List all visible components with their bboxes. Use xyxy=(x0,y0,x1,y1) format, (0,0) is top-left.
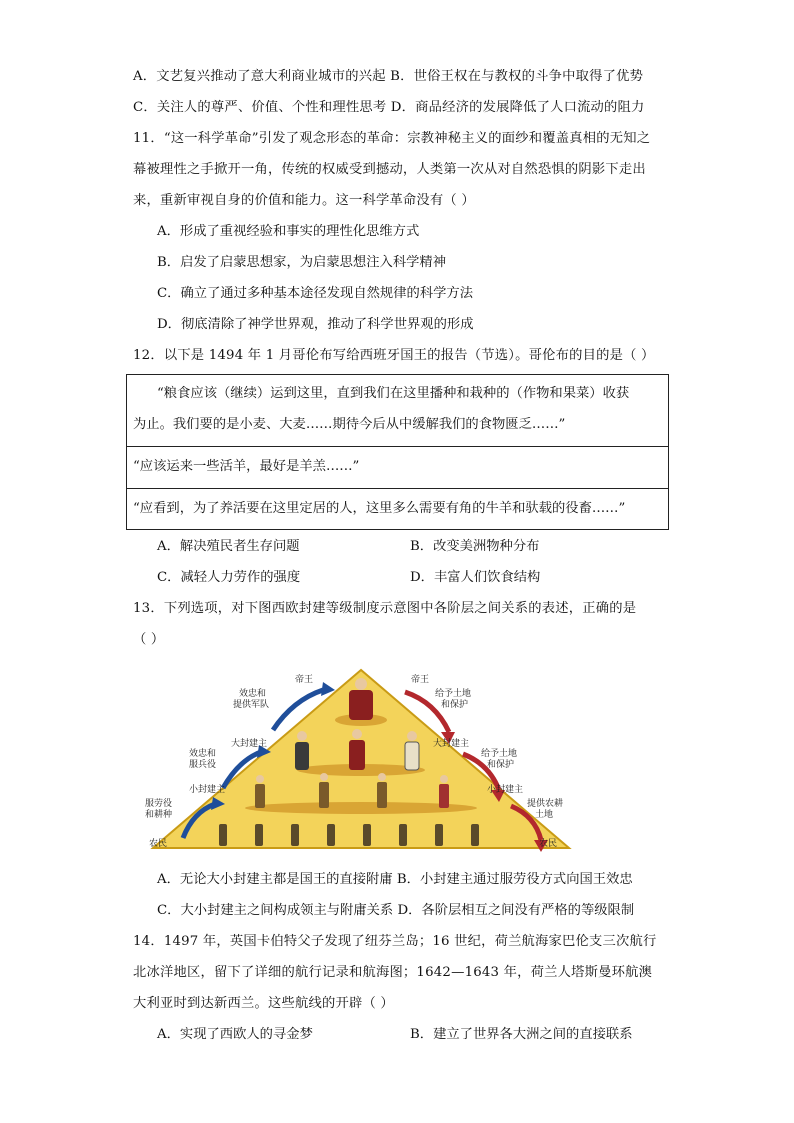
q12-stem: 12．以下是 1494 年 1 月哥伦布写给西班牙国王的报告（节选）。哥伦布的目的是（ ） xyxy=(133,348,655,363)
fig-label-right-low: 小封建主 xyxy=(487,785,524,795)
q12-row3: “应看到，为了养活要在这里定居的人，这里多么需要有角的牛羊和驮载的役畜……” xyxy=(133,501,626,516)
fig-label-r2: 给予土地 xyxy=(481,749,518,759)
fig-label-r3: 提供农耕 xyxy=(527,799,564,809)
fig-label-l2b: 服兵役 xyxy=(189,760,217,770)
fig-label-r1b: 和保护 xyxy=(441,700,469,710)
fig-label-left-mid: 大封建主 xyxy=(231,739,268,749)
q12-source-table xyxy=(126,374,669,530)
table-divider xyxy=(127,488,668,489)
q14-stem-line2: 北冰洋地区，留下了详细的航行记录和航海图；1642—1643 年，荷兰人塔斯曼环航澳 xyxy=(133,965,653,980)
q11-option-d: D．彻底清除了神学世界观，推动了科学世界观的形成 xyxy=(157,317,474,332)
q13-option-cd: C．大小封建主之间构成领主与附庸关系 D．各阶层相互之间没有严格的等级限制 xyxy=(157,903,635,918)
fig-label-l1b: 提供军队 xyxy=(233,700,270,710)
q11-stem-line1: 11．“这一科学革命”引发了观念形态的革命：宗教神秘主义的面纱和覆盖真相的无知之 xyxy=(133,131,651,146)
q13-stem-line2: （ ） xyxy=(133,632,165,647)
q12-option-d: D．丰富人们饮食结构 xyxy=(410,570,541,585)
fig-label-top-right: 帝王 xyxy=(411,675,430,685)
fig-label-l1: 效忠和 xyxy=(239,689,267,699)
q12-row1-line2: 为止。我们要的是小麦、大麦……期待今后从中缓解我们的食物匮乏……” xyxy=(133,417,566,432)
q11-stem-line2: 幕被理性之手掀开一角，传统的权威受到撼动，人类第一次从对自然恐惧的阴影下走出 xyxy=(133,162,646,177)
fig-label-l2: 效忠和 xyxy=(189,749,217,759)
q12-option-b: B．改变美洲物种分布 xyxy=(410,539,540,554)
q14-stem-line3: 大利亚时到达新西兰。这些航线的开辟（ ） xyxy=(133,996,394,1011)
q14-option-b: B．建立了世界各大洲之间的直接联系 xyxy=(410,1027,633,1042)
feudal-hierarchy-diagram xyxy=(143,660,579,858)
q14-stem-line1: 14．1497 年，英国卡伯特父子发现了纽芬兰岛；16 世纪，荷兰航海家巴伦支三次航行 xyxy=(133,934,657,949)
q10-option-cd: C．关注人的尊严、价值、个性和理性思考 D．商品经济的发展降低了人口流动的阻力 xyxy=(133,100,645,115)
fig-label-right-bottom: 农民 xyxy=(539,839,558,849)
q13-option-ab: A．无论大小封建主都是国王的直接附庸 B．小封建主通过服劳役方式向国王效忠 xyxy=(157,872,633,887)
fig-label-left-low: 小封建主 xyxy=(189,785,226,795)
q14-option-a: A．实现了西欧人的寻金梦 xyxy=(157,1027,313,1042)
q11-option-a: A．形成了重视经验和事实的理性化思维方式 xyxy=(157,224,420,239)
fig-label-left-bottom: 农民 xyxy=(149,839,168,849)
q11-stem-line3: 来，重新审视自身的价值和能力。这一科学革命没有（ ） xyxy=(133,193,475,208)
fig-label-r2b: 和保护 xyxy=(487,760,515,770)
q13-stem-line1: 13．下列选项，对下图西欧封建等级制度示意图中各阶层之间关系的表述，正确的是 xyxy=(133,601,637,616)
fig-label-r3b: 土地 xyxy=(535,810,554,820)
q10-option-ab: A．文艺复兴推动了意大利商业城市的兴起 B．世俗王权在与教权的斗争中取得了优势 xyxy=(133,69,644,84)
fig-label-right-mid: 大封建主 xyxy=(433,739,470,749)
q11-option-b: B．启发了启蒙思想家，为启蒙思想注入科学精神 xyxy=(157,255,447,270)
q12-option-c: C．减轻人力劳作的强度 xyxy=(157,570,301,585)
q12-row2: “应该运来一些活羊，最好是羊羔……” xyxy=(133,459,360,474)
fig-label-l3: 服劳役 xyxy=(145,799,173,809)
q12-row1-line1: “粮食应该（继续）运到这里，直到我们在这里播种和栽种的（作物和果菜）收获 xyxy=(157,386,630,401)
fig-label-r1: 给予土地 xyxy=(435,689,472,699)
q11-option-c: C．确立了通过多种基本途径发现自然规律的科学方法 xyxy=(157,286,474,301)
table-divider xyxy=(127,446,668,447)
fig-label-l3b: 和耕种 xyxy=(145,810,173,820)
fig-label-top-left: 帝王 xyxy=(295,675,314,685)
q12-option-a: A．解决殖民者生存问题 xyxy=(157,539,300,554)
